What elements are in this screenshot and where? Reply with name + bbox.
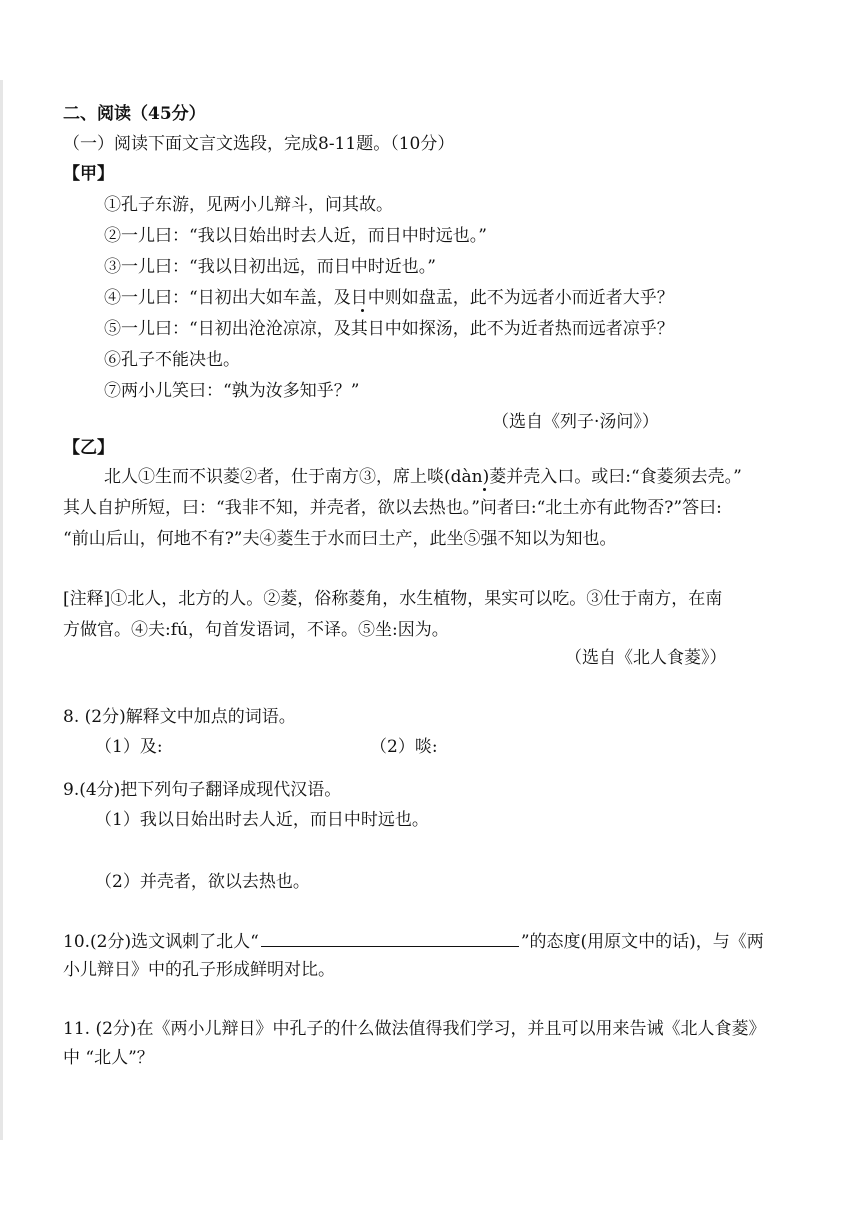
passage-b-source: （选自《北人食菱》）: [565, 648, 727, 668]
q8-stem: 8. (2分)解释文中加点的词语。: [63, 707, 296, 727]
q11-line-1: 11. (2分)在《两小儿辩日》中孔子的什么做法值得我们学习，并且可以用来告诫《北人食菱》: [63, 1019, 766, 1039]
q8-item-2: （2）啖:: [370, 737, 438, 757]
passage-a-line: ①孔子东游，见两小儿辩斗，问其故。: [104, 195, 393, 215]
q10-text-before-blank: 10.(2分)选文讽刺了北人“: [63, 932, 259, 952]
passage-a-line: ④一儿曰：“日初出大如车盖，及日中则如盘盂，此不为远者小而近者大乎？: [104, 288, 674, 308]
passage-a-line: ③一儿曰：“我以日初出远，而日中时近也。”: [104, 257, 436, 277]
q10-answer-blank[interactable]: [261, 930, 519, 947]
q9-item-1: （1）我以日始出时去人近，而日中时远也。: [95, 810, 429, 830]
q8-item-1: （1）及:: [95, 737, 163, 757]
emphasis-dot: [361, 309, 364, 312]
q10-line-1: [63, 930, 764, 953]
q10-text-after-blank: ”的态度(用原文中的话)，与《两: [520, 932, 764, 952]
q11-line-2: 中 “北人”？: [63, 1048, 154, 1068]
passage-b-line: 北人①生而不识菱②者，仕于南方③，席上啖(dàn)菱并壳入口。或曰:“食菱须去壳。”: [104, 467, 742, 487]
passage-b-label: 【乙】: [63, 438, 114, 458]
passage-a-line: ②一儿曰：“我以日始出时去人近，而日中时远也。”: [104, 226, 487, 246]
q9-stem: 9.(4分)把下列句子翻译成现代汉语。: [63, 780, 342, 800]
passage-b-line: “前山后山，何地不有?”夫④菱生于水而曰土产，此坐⑤强不知以为知也。: [63, 529, 617, 549]
part-one-instruction: （一）阅读下面文言文选段，完成8-11题。（10分）: [63, 134, 455, 154]
passage-a-line: ⑦两小儿笑曰：“孰为汝多知乎？”: [104, 381, 360, 401]
section-title: 二、阅读（45分）: [63, 104, 206, 124]
q9-item-2: （2）并壳者，欲以去热也。: [95, 872, 310, 892]
page-edge-shadow: [0, 80, 3, 1140]
passage-a-line: ⑥孔子不能决也。: [104, 350, 240, 370]
passage-a-label: 【甲】: [63, 164, 114, 184]
passage-b-note: 方做官。④夫:fú，句首发语词，不译。⑤坐:因为。: [63, 620, 449, 640]
passage-a-line: ⑤一儿曰：“日初出沧沧凉凉，及其日中如探汤，此不为近者热而远者凉乎？: [104, 319, 674, 339]
q10-line-2: 小儿辩日》中的孔子形成鲜明对比。: [63, 960, 335, 980]
passage-a-source: （选自《列子·汤问》）: [492, 412, 659, 432]
passage-b-line: 其人自护所短，曰：“我非不知，并壳者，欲以去热也。”问者曰:“北土亦有此物否?”答曰:: [63, 498, 722, 518]
passage-b-note: [注释]①北人，北方的人。②菱，俗称菱角，水生植物，果实可以吃。③仕于南方，在南: [63, 589, 723, 609]
emphasis-dot: [483, 488, 486, 491]
